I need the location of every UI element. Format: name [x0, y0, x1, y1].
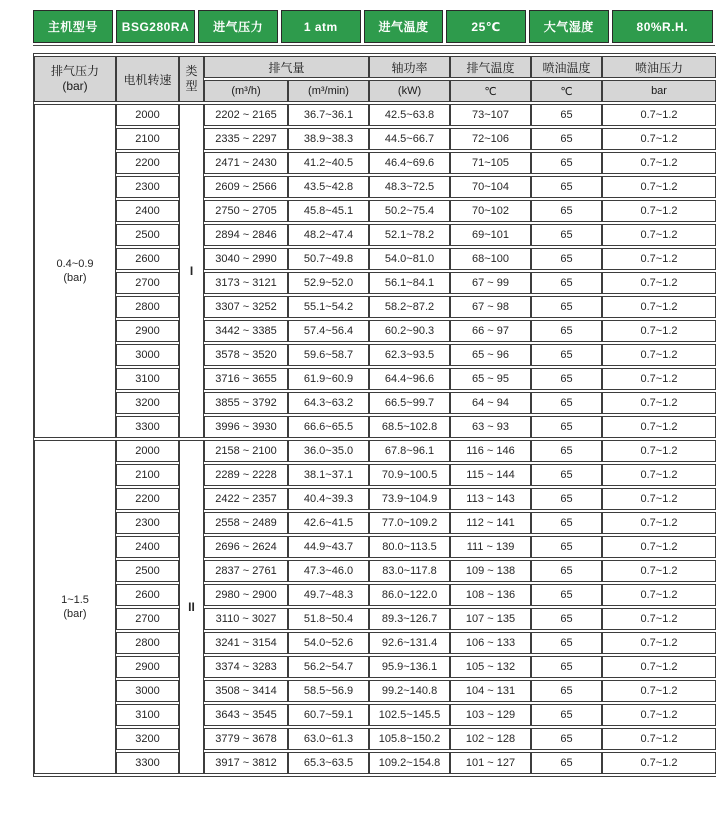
- motor-speed-cell: 3100: [116, 368, 179, 390]
- displacement-m3min-cell: 60.7~59.1: [288, 704, 369, 726]
- col-header-shaft-power: 轴功率: [369, 56, 450, 78]
- pressure-range-cell: 0.4~0.9 (bar): [34, 104, 116, 438]
- type-cell: I: [179, 104, 204, 438]
- top-banner: [33, 10, 713, 43]
- shaft-power-cell: 109.2~154.8: [369, 752, 450, 774]
- oil-pressure-cell: 0.7~1.2: [602, 224, 716, 246]
- shaft-power-cell: 46.4~69.6: [369, 152, 450, 174]
- table-row: [34, 272, 716, 294]
- discharge-temp-cell: 101 ~ 127: [450, 752, 531, 774]
- table-row: [34, 488, 716, 510]
- table-row: [34, 176, 716, 198]
- unit-discharge-temp: ℃: [450, 80, 531, 102]
- col-header-discharge-temp: 排气温度: [450, 56, 531, 78]
- discharge-temp-cell: 70~102: [450, 200, 531, 222]
- oil-temp-cell: 65: [531, 224, 602, 246]
- oil-pressure-cell: 0.7~1.2: [602, 320, 716, 342]
- displacement-m3min-cell: 49.7~48.3: [288, 584, 369, 606]
- table-row: [34, 224, 716, 246]
- shaft-power-cell: 89.3~126.7: [369, 608, 450, 630]
- oil-temp-cell: 65: [531, 368, 602, 390]
- discharge-temp-cell: 115 ~ 144: [450, 464, 531, 486]
- shaft-power-cell: 73.9~104.9: [369, 488, 450, 510]
- motor-speed-cell: 2600: [116, 248, 179, 270]
- displacement-m3min-cell: 36.7~36.1: [288, 104, 369, 126]
- motor-speed-cell: 2200: [116, 488, 179, 510]
- displacement-m3h-cell: 2422 ~ 2357: [204, 488, 288, 510]
- table-row: [34, 248, 716, 270]
- displacement-m3min-cell: 56.2~54.7: [288, 656, 369, 678]
- table-row: [34, 536, 716, 558]
- shaft-power-cell: 67.8~96.1: [369, 440, 450, 462]
- motor-speed-cell: 2900: [116, 656, 179, 678]
- discharge-temp-cell: 67 ~ 99: [450, 272, 531, 294]
- oil-pressure-cell: 0.7~1.2: [602, 584, 716, 606]
- displacement-m3min-cell: 42.6~41.5: [288, 512, 369, 534]
- table-row: [34, 632, 716, 654]
- shaft-power-cell: 99.2~140.8: [369, 680, 450, 702]
- motor-speed-cell: 3100: [116, 704, 179, 726]
- oil-temp-cell: 65: [531, 320, 602, 342]
- motor-speed-cell: 3200: [116, 728, 179, 750]
- displacement-m3h-cell: 3508 ~ 3414: [204, 680, 288, 702]
- col-header-motor-speed: 电机转速: [116, 56, 179, 102]
- discharge-temp-cell: 70~104: [450, 176, 531, 198]
- shaft-power-cell: 92.6~131.4: [369, 632, 450, 654]
- col-header-displacement: 排气量: [204, 56, 369, 78]
- discharge-temp-cell: 63 ~ 93: [450, 416, 531, 438]
- displacement-m3min-cell: 40.4~39.3: [288, 488, 369, 510]
- shaft-power-cell: 102.5~145.5: [369, 704, 450, 726]
- oil-temp-cell: 65: [531, 200, 602, 222]
- displacement-m3min-cell: 43.5~42.8: [288, 176, 369, 198]
- oil-pressure-cell: 0.7~1.2: [602, 200, 716, 222]
- shaft-power-cell: 60.2~90.3: [369, 320, 450, 342]
- motor-speed-cell: 2500: [116, 560, 179, 582]
- displacement-m3h-cell: 3374 ~ 3283: [204, 656, 288, 678]
- shaft-power-cell: 62.3~93.5: [369, 344, 450, 366]
- motor-speed-cell: 3300: [116, 752, 179, 774]
- displacement-m3min-cell: 54.0~52.6: [288, 632, 369, 654]
- displacement-m3min-cell: 66.6~65.5: [288, 416, 369, 438]
- oil-pressure-cell: 0.7~1.2: [602, 704, 716, 726]
- motor-speed-cell: 2500: [116, 224, 179, 246]
- oil-temp-cell: 65: [531, 704, 602, 726]
- discharge-temp-cell: 104 ~ 131: [450, 680, 531, 702]
- displacement-m3h-cell: 3241 ~ 3154: [204, 632, 288, 654]
- displacement-m3h-cell: 2471 ~ 2430: [204, 152, 288, 174]
- col-header-discharge-pressure: [34, 56, 116, 102]
- shaft-power-cell: 48.3~72.5: [369, 176, 450, 198]
- banner-inlet-pressure-label: 进气压力: [198, 10, 278, 43]
- displacement-m3min-cell: 61.9~60.9: [288, 368, 369, 390]
- oil-temp-cell: 65: [531, 464, 602, 486]
- oil-pressure-cell: 0.7~1.2: [602, 728, 716, 750]
- motor-speed-cell: 2300: [116, 176, 179, 198]
- banner-model-label: 主机型号: [33, 10, 113, 43]
- col-header-type-label: 类型: [185, 64, 198, 93]
- oil-temp-cell: 65: [531, 176, 602, 198]
- discharge-temp-cell: 103 ~ 129: [450, 704, 531, 726]
- displacement-m3h-cell: 3173 ~ 3121: [204, 272, 288, 294]
- table-row: [34, 344, 716, 366]
- oil-temp-cell: 65: [531, 488, 602, 510]
- discharge-temp-cell: 111 ~ 139: [450, 536, 531, 558]
- discharge-temp-cell: 65 ~ 95: [450, 368, 531, 390]
- type-cell: II: [179, 440, 204, 774]
- oil-temp-cell: 65: [531, 416, 602, 438]
- shaft-power-cell: 52.1~78.2: [369, 224, 450, 246]
- shaft-power-cell: 80.0~113.5: [369, 536, 450, 558]
- shaft-power-cell: 54.0~81.0: [369, 248, 450, 270]
- oil-temp-cell: 65: [531, 728, 602, 750]
- displacement-m3h-cell: 3855 ~ 3792: [204, 392, 288, 414]
- table-row: [34, 296, 716, 318]
- banner-humidity-value: 80%R.H.: [612, 10, 713, 43]
- oil-pressure-cell: 0.7~1.2: [602, 416, 716, 438]
- section-low-pressure: [34, 104, 716, 438]
- discharge-temp-cell: 105 ~ 132: [450, 656, 531, 678]
- displacement-m3min-cell: 57.4~56.4: [288, 320, 369, 342]
- oil-temp-cell: 65: [531, 512, 602, 534]
- unit-displacement-m3h: (m³/h): [204, 80, 288, 102]
- table-row: [34, 560, 716, 582]
- banner-model-value: BSG280RA: [116, 10, 196, 43]
- displacement-m3h-cell: 2289 ~ 2228: [204, 464, 288, 486]
- displacement-m3h-cell: 2837 ~ 2761: [204, 560, 288, 582]
- banner-inlet-temp-label: 进气温度: [364, 10, 444, 43]
- shaft-power-cell: 58.2~87.2: [369, 296, 450, 318]
- table-row: [34, 656, 716, 678]
- discharge-temp-cell: 68~100: [450, 248, 531, 270]
- motor-speed-cell: 3300: [116, 416, 179, 438]
- oil-temp-cell: 65: [531, 608, 602, 630]
- oil-temp-cell: 65: [531, 560, 602, 582]
- section-high-pressure: [34, 440, 716, 774]
- motor-speed-cell: 2800: [116, 296, 179, 318]
- discharge-temp-cell: 64 ~ 94: [450, 392, 531, 414]
- displacement-m3h-cell: 3917 ~ 3812: [204, 752, 288, 774]
- table-row: [34, 200, 716, 222]
- col-header-discharge-pressure-unit: (bar): [62, 79, 88, 93]
- oil-pressure-cell: 0.7~1.2: [602, 752, 716, 774]
- displacement-m3h-cell: 3643 ~ 3545: [204, 704, 288, 726]
- motor-speed-cell: 2700: [116, 608, 179, 630]
- table-row: [34, 704, 716, 726]
- displacement-m3min-cell: 48.2~47.4: [288, 224, 369, 246]
- oil-pressure-cell: 0.7~1.2: [602, 296, 716, 318]
- oil-pressure-cell: 0.7~1.2: [602, 632, 716, 654]
- oil-pressure-cell: 0.7~1.2: [602, 656, 716, 678]
- table-header: [34, 56, 716, 102]
- oil-temp-cell: 65: [531, 440, 602, 462]
- motor-speed-cell: 2600: [116, 584, 179, 606]
- oil-pressure-cell: 0.7~1.2: [602, 512, 716, 534]
- shaft-power-cell: 68.5~102.8: [369, 416, 450, 438]
- shaft-power-cell: 86.0~122.0: [369, 584, 450, 606]
- oil-pressure-cell: 0.7~1.2: [602, 440, 716, 462]
- table-row: [34, 320, 716, 342]
- motor-speed-cell: 3200: [116, 392, 179, 414]
- unit-shaft-power: (kW): [369, 80, 450, 102]
- displacement-m3h-cell: 2894 ~ 2846: [204, 224, 288, 246]
- table-row: [34, 680, 716, 702]
- displacement-m3h-cell: 3442 ~ 3385: [204, 320, 288, 342]
- shaft-power-cell: 83.0~117.8: [369, 560, 450, 582]
- displacement-m3h-cell: 2202 ~ 2165: [204, 104, 288, 126]
- discharge-temp-cell: 106 ~ 133: [450, 632, 531, 654]
- table-row: [34, 728, 716, 750]
- discharge-temp-cell: 72~106: [450, 128, 531, 150]
- displacement-m3min-cell: 36.0~35.0: [288, 440, 369, 462]
- oil-temp-cell: 65: [531, 392, 602, 414]
- oil-pressure-cell: 0.7~1.2: [602, 488, 716, 510]
- oil-pressure-cell: 0.7~1.2: [602, 152, 716, 174]
- oil-pressure-cell: 0.7~1.2: [602, 608, 716, 630]
- oil-pressure-cell: 0.7~1.2: [602, 680, 716, 702]
- motor-speed-cell: 2800: [116, 632, 179, 654]
- shaft-power-cell: 70.9~100.5: [369, 464, 450, 486]
- displacement-m3h-cell: 3996 ~ 3930: [204, 416, 288, 438]
- table-row: [34, 608, 716, 630]
- displacement-m3h-cell: 3110 ~ 3027: [204, 608, 288, 630]
- oil-pressure-cell: 0.7~1.2: [602, 272, 716, 294]
- displacement-m3min-cell: 41.2~40.5: [288, 152, 369, 174]
- oil-pressure-cell: 0.7~1.2: [602, 248, 716, 270]
- motor-speed-cell: 3000: [116, 680, 179, 702]
- discharge-temp-cell: 107 ~ 135: [450, 608, 531, 630]
- motor-speed-cell: 2700: [116, 272, 179, 294]
- shaft-power-cell: 50.2~75.4: [369, 200, 450, 222]
- motor-speed-cell: 2000: [116, 440, 179, 462]
- displacement-m3h-cell: 3716 ~ 3655: [204, 368, 288, 390]
- motor-speed-cell: 2000: [116, 104, 179, 126]
- unit-oil-temp: ℃: [531, 80, 602, 102]
- oil-temp-cell: 65: [531, 344, 602, 366]
- oil-temp-cell: 65: [531, 680, 602, 702]
- displacement-m3h-cell: 3578 ~ 3520: [204, 344, 288, 366]
- banner-inlet-pressure-value: 1 atm: [281, 10, 361, 43]
- displacement-m3h-cell: 2609 ~ 2566: [204, 176, 288, 198]
- col-header-discharge-pressure-label: 排气压力: [50, 64, 99, 78]
- displacement-m3min-cell: 50.7~49.8: [288, 248, 369, 270]
- displacement-m3h-cell: 2158 ~ 2100: [204, 440, 288, 462]
- displacement-m3h-cell: 3779 ~ 3678: [204, 728, 288, 750]
- motor-speed-cell: 2300: [116, 512, 179, 534]
- motor-speed-cell: 2400: [116, 536, 179, 558]
- table-row: [34, 104, 716, 126]
- motor-speed-cell: 2900: [116, 320, 179, 342]
- table-row: [34, 392, 716, 414]
- oil-temp-cell: 65: [531, 128, 602, 150]
- discharge-temp-cell: 67 ~ 98: [450, 296, 531, 318]
- displacement-m3h-cell: 2980 ~ 2900: [204, 584, 288, 606]
- discharge-temp-cell: 113 ~ 143: [450, 488, 531, 510]
- displacement-m3min-cell: 51.8~50.4: [288, 608, 369, 630]
- shaft-power-cell: 42.5~63.8: [369, 104, 450, 126]
- unit-oil-pressure: bar: [602, 80, 716, 102]
- motor-speed-cell: 2100: [116, 464, 179, 486]
- oil-pressure-cell: 0.7~1.2: [602, 464, 716, 486]
- shaft-power-cell: 56.1~84.1: [369, 272, 450, 294]
- displacement-m3h-cell: 3307 ~ 3252: [204, 296, 288, 318]
- discharge-temp-cell: 102 ~ 128: [450, 728, 531, 750]
- col-header-oil-pressure: 喷油压力: [602, 56, 716, 78]
- discharge-temp-cell: 65 ~ 96: [450, 344, 531, 366]
- displacement-m3h-cell: 2696 ~ 2624: [204, 536, 288, 558]
- shaft-power-cell: 64.4~96.6: [369, 368, 450, 390]
- oil-temp-cell: 65: [531, 536, 602, 558]
- shaft-power-cell: 95.9~136.1: [369, 656, 450, 678]
- table-row: [34, 128, 716, 150]
- displacement-m3min-cell: 64.3~63.2: [288, 392, 369, 414]
- discharge-temp-cell: 116 ~ 146: [450, 440, 531, 462]
- oil-temp-cell: 65: [531, 632, 602, 654]
- oil-temp-cell: 65: [531, 296, 602, 318]
- oil-pressure-cell: 0.7~1.2: [602, 368, 716, 390]
- discharge-temp-cell: 112 ~ 141: [450, 512, 531, 534]
- displacement-m3min-cell: 65.3~63.5: [288, 752, 369, 774]
- discharge-temp-cell: 109 ~ 138: [450, 560, 531, 582]
- discharge-temp-cell: 69~101: [450, 224, 531, 246]
- motor-speed-cell: 2400: [116, 200, 179, 222]
- table-row: [34, 752, 716, 774]
- table-row: [34, 512, 716, 534]
- col-header-oil-temp: 喷油温度: [531, 56, 602, 78]
- displacement-m3h-cell: 2558 ~ 2489: [204, 512, 288, 534]
- table-row: [34, 464, 716, 486]
- banner-humidity-label: 大气湿度: [529, 10, 609, 43]
- shaft-power-cell: 105.8~150.2: [369, 728, 450, 750]
- oil-temp-cell: 65: [531, 656, 602, 678]
- table-row: [34, 584, 716, 606]
- oil-pressure-cell: 0.7~1.2: [602, 560, 716, 582]
- discharge-temp-cell: 73~107: [450, 104, 531, 126]
- table-row: [34, 368, 716, 390]
- displacement-m3h-cell: 3040 ~ 2990: [204, 248, 288, 270]
- oil-temp-cell: 65: [531, 752, 602, 774]
- displacement-m3min-cell: 52.9~52.0: [288, 272, 369, 294]
- oil-temp-cell: 65: [531, 272, 602, 294]
- shaft-power-cell: 77.0~109.2: [369, 512, 450, 534]
- displacement-m3min-cell: 63.0~61.3: [288, 728, 369, 750]
- shaft-power-cell: 44.5~66.7: [369, 128, 450, 150]
- unit-displacement-m3min: (m³/min): [288, 80, 369, 102]
- displacement-m3h-cell: 2750 ~ 2705: [204, 200, 288, 222]
- table-row: [34, 152, 716, 174]
- oil-pressure-cell: 0.7~1.2: [602, 104, 716, 126]
- displacement-m3min-cell: 47.3~46.0: [288, 560, 369, 582]
- shaft-power-cell: 66.5~99.7: [369, 392, 450, 414]
- discharge-temp-cell: 71~105: [450, 152, 531, 174]
- discharge-temp-cell: 66 ~ 97: [450, 320, 531, 342]
- spec-table: [33, 53, 716, 777]
- motor-speed-cell: 2100: [116, 128, 179, 150]
- displacement-m3min-cell: 38.1~37.1: [288, 464, 369, 486]
- table-row: [34, 440, 716, 462]
- displacement-m3min-cell: 58.5~56.9: [288, 680, 369, 702]
- pressure-range-cell: 1~1.5 (bar): [34, 440, 116, 774]
- col-header-type: [179, 56, 204, 102]
- oil-temp-cell: 65: [531, 104, 602, 126]
- oil-pressure-cell: 0.7~1.2: [602, 344, 716, 366]
- oil-pressure-cell: 0.7~1.2: [602, 536, 716, 558]
- discharge-temp-cell: 108 ~ 136: [450, 584, 531, 606]
- displacement-m3min-cell: 59.6~58.7: [288, 344, 369, 366]
- displacement-m3min-cell: 55.1~54.2: [288, 296, 369, 318]
- table-row: [34, 416, 716, 438]
- displacement-m3h-cell: 2335 ~ 2297: [204, 128, 288, 150]
- motor-speed-cell: 2200: [116, 152, 179, 174]
- oil-temp-cell: 65: [531, 152, 602, 174]
- displacement-m3min-cell: 44.9~43.7: [288, 536, 369, 558]
- oil-temp-cell: 65: [531, 584, 602, 606]
- displacement-m3min-cell: 45.8~45.1: [288, 200, 369, 222]
- oil-pressure-cell: 0.7~1.2: [602, 392, 716, 414]
- motor-speed-cell: 3000: [116, 344, 179, 366]
- oil-temp-cell: 65: [531, 248, 602, 270]
- oil-pressure-cell: 0.7~1.2: [602, 128, 716, 150]
- oil-pressure-cell: 0.7~1.2: [602, 176, 716, 198]
- banner-divider: [33, 45, 715, 46]
- banner-inlet-temp-value: 25℃: [446, 10, 526, 43]
- displacement-m3min-cell: 38.9~38.3: [288, 128, 369, 150]
